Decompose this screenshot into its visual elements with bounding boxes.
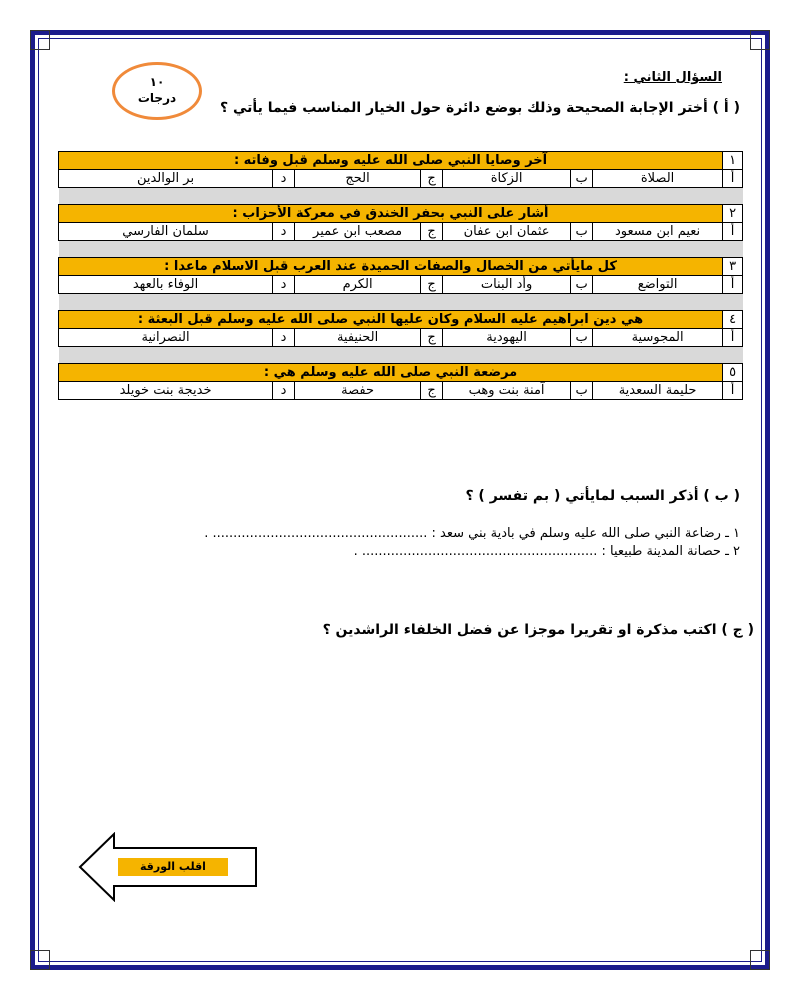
option-text[interactable]: مصعب ابن عمير <box>295 223 421 241</box>
option-letter: د <box>273 223 295 241</box>
row-separator <box>59 188 743 205</box>
question-row <box>59 152 743 170</box>
question-row <box>59 258 743 276</box>
row-separator <box>59 294 743 311</box>
corner-mark <box>750 950 770 970</box>
option-text[interactable]: وأد البنات <box>443 276 571 294</box>
option-letter: ج <box>421 170 443 188</box>
question-title: السؤال الثاني : <box>623 70 722 85</box>
part-b-item-1: ١ ـ رضاعة النبي صلى الله عليه وسلم في بادية بني سعد : .................................................... . <box>204 526 740 541</box>
option-letter: د <box>273 170 295 188</box>
question-number: ٣ <box>723 258 743 276</box>
turn-page-label: اقلب الورقة <box>118 858 228 876</box>
separator-cell <box>59 294 743 311</box>
option-text[interactable]: الحج <box>295 170 421 188</box>
question-row <box>59 364 743 382</box>
grade-circle <box>112 62 202 120</box>
option-text[interactable]: التواضع <box>593 276 723 294</box>
option-text[interactable]: الصلاة <box>593 170 723 188</box>
row-separator <box>59 241 743 258</box>
option-text[interactable]: عثمان ابن عفان <box>443 223 571 241</box>
grade-unit: درجات <box>137 91 177 105</box>
separator-cell <box>59 347 743 364</box>
option-text[interactable]: خديجة بنت خويلد <box>59 382 273 400</box>
option-text[interactable]: الكرم <box>295 276 421 294</box>
option-letter: ب <box>571 329 593 347</box>
options-row <box>59 276 743 294</box>
option-text[interactable]: المجوسية <box>593 329 723 347</box>
mcq-table <box>58 151 743 400</box>
option-letter: ب <box>571 170 593 188</box>
separator-cell <box>59 188 743 205</box>
option-text[interactable]: سلمان الفارسي <box>59 223 273 241</box>
options-row <box>59 223 743 241</box>
option-letter: ب <box>571 276 593 294</box>
part-a-instruction: ( أ ) أختر الإجابة الصحيحة وذلك بوضع دائرة حول الخيار المناسب فيما يأتي ؟ <box>220 100 740 116</box>
option-letter: ب <box>571 223 593 241</box>
option-letter: ج <box>421 223 443 241</box>
question-row <box>59 311 743 329</box>
question-number: ٤ <box>723 311 743 329</box>
part-b-instruction: ( ب ) أذكر السبب لمايأتي ( بم تفسر ) ؟ <box>465 488 740 504</box>
corner-mark <box>750 30 770 50</box>
separator-cell <box>59 241 743 258</box>
option-text[interactable]: اليهودية <box>443 329 571 347</box>
option-text[interactable]: الوفاء بالعهد <box>59 276 273 294</box>
question-text: كل مايأتي من الخصال والصفات الحميدة عند العرب قبل الاسلام ماعدا : <box>59 258 723 276</box>
option-letter: د <box>273 276 295 294</box>
options-row <box>59 382 743 400</box>
option-letter: أ <box>723 223 743 241</box>
options-row <box>59 329 743 347</box>
part-b-item-2: ٢ ـ حصانة المدينة طبيعيا : ......................................................... . <box>353 544 740 559</box>
row-separator <box>59 347 743 364</box>
option-letter: أ <box>723 276 743 294</box>
question-text: مرضعة النبي صلى الله عليه وسلم هي : <box>59 364 723 382</box>
option-letter: ج <box>421 276 443 294</box>
option-text[interactable]: نعيم ابن مسعود <box>593 223 723 241</box>
option-letter: ب <box>571 382 593 400</box>
option-letter: د <box>273 329 295 347</box>
option-text[interactable]: الحنيفية <box>295 329 421 347</box>
option-text[interactable]: حليمة السعدية <box>593 382 723 400</box>
option-letter: ج <box>421 329 443 347</box>
turn-page-arrow <box>78 832 258 902</box>
corner-mark <box>30 30 50 50</box>
grade-value: ١٠ <box>149 75 165 89</box>
option-letter: د <box>273 382 295 400</box>
option-letter: أ <box>723 382 743 400</box>
option-letter: أ <box>723 329 743 347</box>
option-letter: ج <box>421 382 443 400</box>
question-number: ٢ <box>723 205 743 223</box>
question-text: آخر وصايا النبي صلى الله عليه وسلم قبل وفاته : <box>59 152 723 170</box>
question-number: ٥ <box>723 364 743 382</box>
question-text: أشار على النبي بحفر الخندق في معركة الأحزاب : <box>59 205 723 223</box>
corner-mark <box>30 950 50 970</box>
question-number: ١ <box>723 152 743 170</box>
option-text[interactable]: الزكاة <box>443 170 571 188</box>
option-text[interactable]: آمنة بنت وهب <box>443 382 571 400</box>
question-text: هي دين ابراهيم عليه السلام وكان عليها النبي صلى الله عليه وسلم قبل البعثة : <box>59 311 723 329</box>
option-text[interactable]: بر الوالدين <box>59 170 273 188</box>
question-row <box>59 205 743 223</box>
option-letter: أ <box>723 170 743 188</box>
part-c-instruction: ( ج ) اكتب مذكرة او تقريرا موجزا عن فضل الخلفاء الراشدين ؟ <box>322 622 754 638</box>
option-text[interactable]: حفصة <box>295 382 421 400</box>
options-row <box>59 170 743 188</box>
option-text[interactable]: النصرانية <box>59 329 273 347</box>
